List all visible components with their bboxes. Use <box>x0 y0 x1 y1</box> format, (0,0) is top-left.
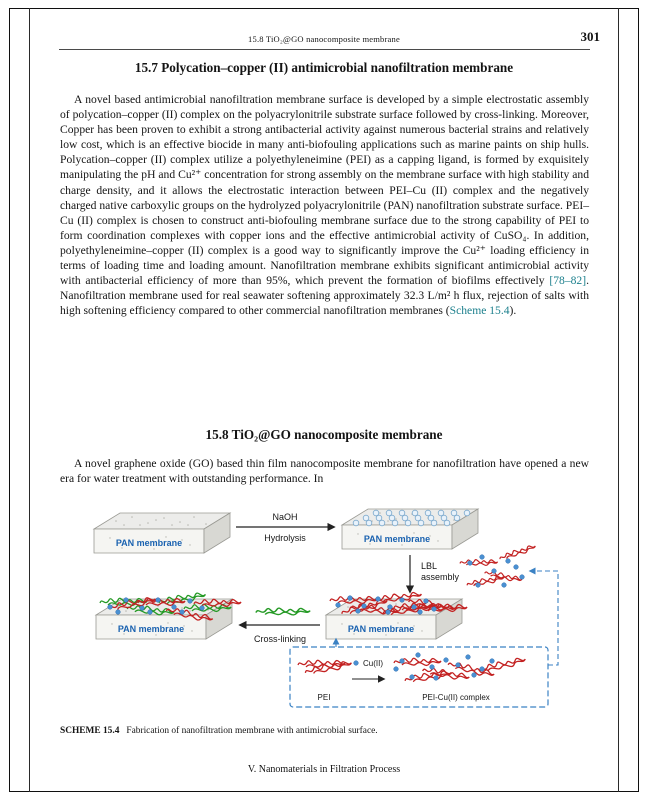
cross-linking-arrow <box>240 608 320 644</box>
scheme-caption-text: Fabrication of nanofiltration membrane with antimicrobial surface. <box>126 726 378 736</box>
scheme-15-4-diagram <box>84 497 564 722</box>
pei-chain <box>298 660 352 675</box>
pan-membrane-label: PAN membrane <box>347 624 415 634</box>
scheme-figure-container <box>84 497 564 722</box>
lbl-assembly-arrow <box>410 555 460 592</box>
text-run: A novel based antimicrobial nanofiltration membrane surface is developed by a simple electrostatic assembly of polycation–copper (II) complex on the polyacrylonitrile substrate surface followed by cross-linking. Moreover, Copper has been proven to exhibit a strong antibacterial activity against numerous bacterial strains and relatively low cost, which is an effective biocide in many anti-biofouling applications such as marine paints on ship hulls. Polycation–copper (II) complex utilize a polyethyleneimine (PEI) as a capping ligand, is formed by exquisitely manipulating the pH and Cu²⁺ concentration for strong assembly on the membrane surface with high stability and charge density, and it allows the electrostatic interaction between PEI–Cu (II) complex and the negatively charged native carboxylic groups on the hydrolyzed polyacrylonitrile (PAN) nanofiltration substrate surface. PEI–Cu (II) complex is chosen to construct anti-biofouling membrane surface due to the strong capability of PEI to form coordination complexes with copper ions and the effective antimicrobial activity of CuSO₄. In addition, polyethyleneimine–copper (II) complex is a good way to significantly improve the Cu²⁺ loading efficiency in terms of loading time and loading amount. Nanofiltration membrane exhibits significant antimicrobial activity with antibacterial efficiency of more than 95%, which prevent the formation of biofilms effectively <box>60 93 589 288</box>
pan-membrane-label: PAN membrane <box>363 534 431 544</box>
paragraph-section-15-7 <box>60 92 589 318</box>
membrane-pristine <box>94 513 230 553</box>
inline-reference-link[interactable]: [78–82] <box>549 274 587 288</box>
pan-membrane-label: PAN membrane <box>117 624 185 634</box>
section-heading-15-8: 15.8 TiO₂@GO nanocomposite membrane <box>205 427 443 442</box>
membrane-crosslinked <box>96 592 241 639</box>
hydrolysis-arrow <box>236 512 334 543</box>
cu-legend <box>354 659 384 668</box>
membrane-lbl-assembled <box>326 591 467 639</box>
running-header: 15.8 TiO₂@GO nanocomposite membrane <box>248 34 400 44</box>
complex-formation-inset <box>290 647 548 707</box>
page-number: 301 <box>580 29 600 44</box>
right-edge-line <box>618 8 619 792</box>
cu-label: Cu(II) <box>363 659 383 668</box>
section-heading-15-7: 15.7 Polycation–copper (II) antimicrobial nanofiltration membrane <box>134 60 514 75</box>
paragraph-section-15-8: A novel graphene oxide (GO) based thin film nanocomposite membrane for nanofiltration have opened a new era for water treatment with outstanding performance. In <box>60 457 589 486</box>
scheme-caption-label: SCHEME 15.4 <box>60 726 120 736</box>
footer-section-title: V. Nanomaterials in Filtration Process <box>247 764 401 775</box>
scheme-caption <box>60 726 588 737</box>
lbl-label-line2: assembly <box>421 572 460 582</box>
pei-cu-complex-label: PEI-Cu(II) complex <box>422 693 490 702</box>
inline-reference-link[interactable]: Scheme 15.4 <box>449 304 510 318</box>
text-run: ). <box>509 304 517 318</box>
recycle-connector <box>530 571 558 665</box>
hydrolysis-label: Hydrolysis <box>264 533 306 543</box>
pei-cu-complexes-floating <box>460 544 536 587</box>
header-rule <box>59 49 590 50</box>
cross-linking-label: Cross-linking <box>253 634 307 644</box>
membrane-hydrolyzed <box>342 509 478 549</box>
pan-membrane-label: PAN membrane <box>115 538 183 548</box>
naoh-label: NaOH <box>272 512 298 522</box>
lbl-label-line1: LBL <box>421 561 438 571</box>
text-run: . Nanofiltration membrane used for real seawater softening approximately 32.3 L/m² h flux, rejection of salts with high softening efficiency compared to other commercial nanofiltration membranes ( <box>60 274 589 318</box>
pei-cu-complex <box>394 653 526 684</box>
pei-label: PEI <box>317 693 331 702</box>
left-edge-line <box>29 8 30 792</box>
